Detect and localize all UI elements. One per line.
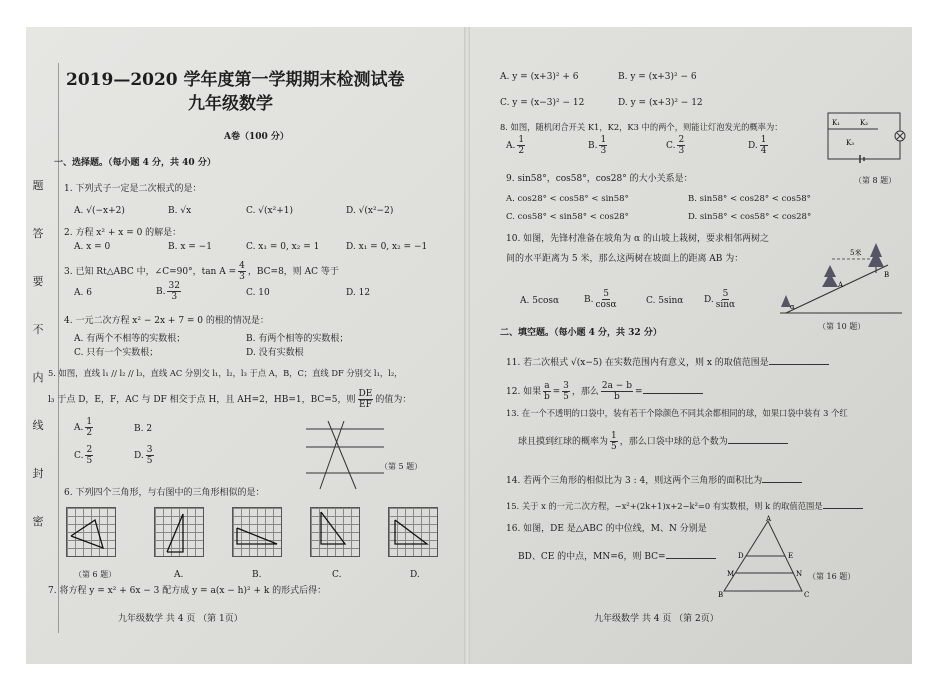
q6-grid-d	[388, 507, 438, 557]
seal-char: 封	[32, 467, 44, 480]
q7-option-a: A. y = (x+3)² + 6	[500, 72, 579, 82]
q6-grid-b	[232, 507, 282, 557]
q9-stem: 9. sin58°，cos58°，cos28° 的大小关系是：	[506, 174, 693, 184]
seal-char: 内	[32, 371, 44, 384]
q10-option-c: C. 5sinα	[646, 296, 684, 306]
svg-text:N: N	[796, 570, 803, 578]
q15: 15. 关于 x 的一元二次方程，−x²+(2k+1)x+2−k²=0 有实数根，则 k 的取值范围是	[506, 499, 863, 512]
q9-option-c: C. cos58° < sin58° < cos28°	[506, 212, 629, 222]
svg-text:K₃: K₃	[846, 139, 855, 147]
q14: 14. 若两个三角形的相似比为 3 : 4，则这两个三角形的面积比为	[506, 473, 802, 487]
q5-figure-label: （第 5 题）	[380, 462, 423, 471]
q3-stem-b: ，BC=8，则 AC 等于	[247, 267, 339, 277]
q6-grid-a	[154, 507, 204, 557]
q16-answer-blank[interactable]	[666, 549, 716, 559]
q4-option-d: D. 没有实数根	[246, 348, 304, 358]
q16-triangle-figure	[716, 515, 816, 599]
q10-slope-figure	[776, 237, 906, 319]
q2-option-b: B. x = −1	[168, 242, 212, 252]
svg-text:A: A	[766, 515, 772, 523]
svg-text:D: D	[738, 552, 744, 560]
q10-figure-label: （第 10 题）	[818, 322, 866, 331]
exam-title: 2019—2020 学年度第一学期期末检测试卷	[66, 70, 405, 90]
q4-stem: 4. 一元二次方程 x² − 2x + 7 = 0 的根的情况是：	[64, 316, 269, 326]
q10-line1: 10. 如图，先锋村准备在坡角为 α 的山坡上栽树，要求相邻两树之	[506, 234, 769, 244]
q5-line2: l₃ 于点 D，E，F，AC 与 DF 相交于点 H，且 AH=2，HB=1，BC=5，则 $\frac{DE}{EF}$ 的值为：	[48, 389, 412, 410]
footer-page-1: 九年级数学 共 4 页 （第 1页）	[118, 614, 243, 624]
q4-option-a: A. 有两个不相等的实数根；	[74, 334, 186, 344]
q2-option-a: A. x = 0	[74, 242, 111, 252]
q5-option-b: B. 2	[134, 424, 153, 434]
q1-stem: 1. 下列式子一定是二次根式的是：	[64, 184, 202, 194]
q6-stem: 6. 下列四个三角形，与右图中的三角形相似的是：	[64, 488, 265, 498]
svg-text:B: B	[884, 271, 890, 279]
q8-stem: 8. 如图，随机闭合开关 K1，K2，K3 中的两个，则能让灯泡发光的概率为：	[500, 122, 783, 132]
seal-char: 要	[32, 275, 44, 288]
q8-circuit-figure	[822, 105, 906, 167]
footer-page-2: 九年级数学 共 4 页 （第 2页）	[594, 614, 719, 624]
seal-text	[30, 177, 46, 529]
q8-option-d: D. $\frac{1}{4}$	[748, 135, 767, 156]
q1-option-b: B. √x	[168, 206, 192, 216]
q6-reference-grid	[66, 507, 116, 557]
q8-figure-label: （第 8 题）	[854, 176, 897, 185]
seal-char: 题	[32, 179, 44, 192]
q10-option-d: D. $\frac{5}{\sin\alpha}$	[704, 289, 736, 310]
q9-option-d: D. sin58° < cos58° < cos28°	[688, 212, 812, 222]
q3-option-c: C. 10	[246, 288, 270, 298]
q4-option-c: C. 只有一个实数根；	[74, 348, 159, 358]
seal-char: 不	[32, 323, 44, 336]
q7-stem: 7. 将方程 y = x² + 6x − 3 配方成 y = a(x − h)² + k 的形式后得：	[48, 586, 327, 596]
q15-answer-blank[interactable]	[823, 499, 863, 509]
q13-answer-blank[interactable]	[728, 434, 788, 444]
svg-text:E: E	[788, 552, 794, 560]
q5-figure	[298, 415, 390, 495]
q11: 11. 若二次根式 √(x−5) 在实数范围内有意义，则 x 的取值范围是	[506, 355, 829, 369]
q3-stem	[64, 261, 339, 282]
q3-option-d: D. 12	[346, 288, 371, 298]
q2-stem: 2. 方程 x² + x = 0 的解是：	[64, 228, 182, 238]
q5-option-c: C. $\frac{2}{5}$	[74, 445, 93, 466]
q3-stem-a: 3. 已知 Rt△ABC 中，∠C=90°，tan A =	[64, 267, 237, 277]
q5-line1: 5. 如图，直线 l₁ // l₂ // l₃，直线 AC 分别交 l₁，l₂，l₃ 于点 A，B，C；直线 DF 分别交 l₁，l₂，	[48, 368, 403, 378]
q10-option-a: A. 5cosα	[520, 296, 560, 306]
q7-option-b: B. y = (x+3)² − 6	[618, 72, 697, 82]
q11-answer-blank[interactable]	[769, 355, 829, 365]
q6-option-c: C.	[332, 570, 342, 580]
svg-text:C: C	[804, 591, 810, 599]
svg-text:K₂: K₂	[860, 119, 869, 127]
seal-char: 密	[32, 515, 44, 528]
q6-figure-label: （第 6 题）	[74, 570, 117, 579]
q16-line2: BD、CE 的中点，MN=6，则 BC=	[518, 549, 716, 563]
q10-line2: 间的水平距离为 5 米，那么这两树在坡面上的距离 AB 为：	[506, 254, 744, 264]
q2-option-c: C. x₁ = 0, x₂ = 1	[246, 242, 320, 252]
q6-option-b: B.	[252, 570, 262, 580]
q1-option-a: A. √(−x+2)	[74, 206, 125, 216]
exam-photo	[26, 27, 912, 664]
q2-option-d: D. x₁ = 0, x₂ = −1	[346, 242, 428, 252]
seal-char: 线	[32, 419, 44, 432]
q10-option-b: B. $\frac{5}{\cos\alpha}$	[584, 289, 617, 310]
exam-subject: 九年级数学	[188, 94, 273, 114]
q6-grid-c	[310, 507, 360, 557]
svg-text:A: A	[838, 281, 844, 289]
q8-option-a: A. $\frac{1}{2}$	[506, 135, 525, 156]
q8-option-b: B. $\frac{1}{3}$	[588, 135, 607, 156]
svg-text:K₁: K₁	[832, 119, 841, 127]
q6-option-d: D.	[410, 570, 420, 580]
svg-text:α: α	[790, 303, 795, 311]
part1-header: 一、选择题。（每小题 4 分，共 40 分）	[54, 158, 216, 168]
q1-option-c: C. √(x²+1)	[246, 206, 293, 216]
svg-text:B: B	[718, 591, 724, 599]
q8-option-c: C. $\frac{2}{3}$	[666, 135, 685, 156]
q13-line2: 球且摸到红球的概率为 $\frac{1}{5}$ ，那么口袋中球的总个数为	[518, 431, 788, 452]
q7-option-c: C. y = (x−3)² − 12	[500, 98, 585, 108]
section-a-label: A卷（100 分）	[224, 132, 289, 142]
q5-option-d: D. $\frac{3}{5}$	[134, 445, 153, 466]
q3-option-a: A. 6	[74, 288, 92, 298]
q3-option-b: B. $\frac{32}{3}$	[156, 281, 180, 302]
q7-option-d: D. y = (x+3)² − 12	[618, 98, 703, 108]
q9-option-b: B. sin58° < cos28° < cos58°	[688, 194, 811, 204]
q16-line1: 16. 如图，DE 是△ABC 的中位线，M、N 分别是	[506, 524, 707, 534]
page-1	[26, 27, 464, 664]
q6-option-a: A.	[174, 570, 184, 580]
q10-figure-distance: 5米	[850, 249, 862, 257]
part2-header: 二、填空题。（每小题 4 分，共 32 分）	[500, 328, 662, 338]
q9-option-a: A. cos28° < cos58° < sin58°	[506, 194, 629, 204]
seal-char: 答	[32, 227, 44, 240]
seal-line	[58, 63, 59, 633]
page-2	[470, 27, 912, 664]
q4-option-b: B. 有两个相等的实数根；	[246, 334, 349, 344]
q12: 12. 如果 $\frac{a}{b}$ = $\frac{3}{5}$ ，那么 $\frac{2a - b}{b}$ =	[506, 381, 703, 402]
q1-option-d: D. √(x²−2)	[346, 206, 394, 216]
svg-text:M: M	[727, 570, 735, 578]
q3-fraction: $\frac{4}{3}$	[239, 261, 245, 282]
q12-answer-blank[interactable]	[643, 384, 703, 394]
q16-figure-label: （第 16 题）	[808, 572, 856, 581]
q5-option-a: A. $\frac{1}{2}$	[74, 417, 93, 438]
q14-answer-blank[interactable]	[762, 473, 802, 483]
q13-line1: 13. 在一个不透明的口袋中，装有若干个除颜色不同其余都相同的球，如果口袋中装有 3 个红	[506, 408, 848, 418]
